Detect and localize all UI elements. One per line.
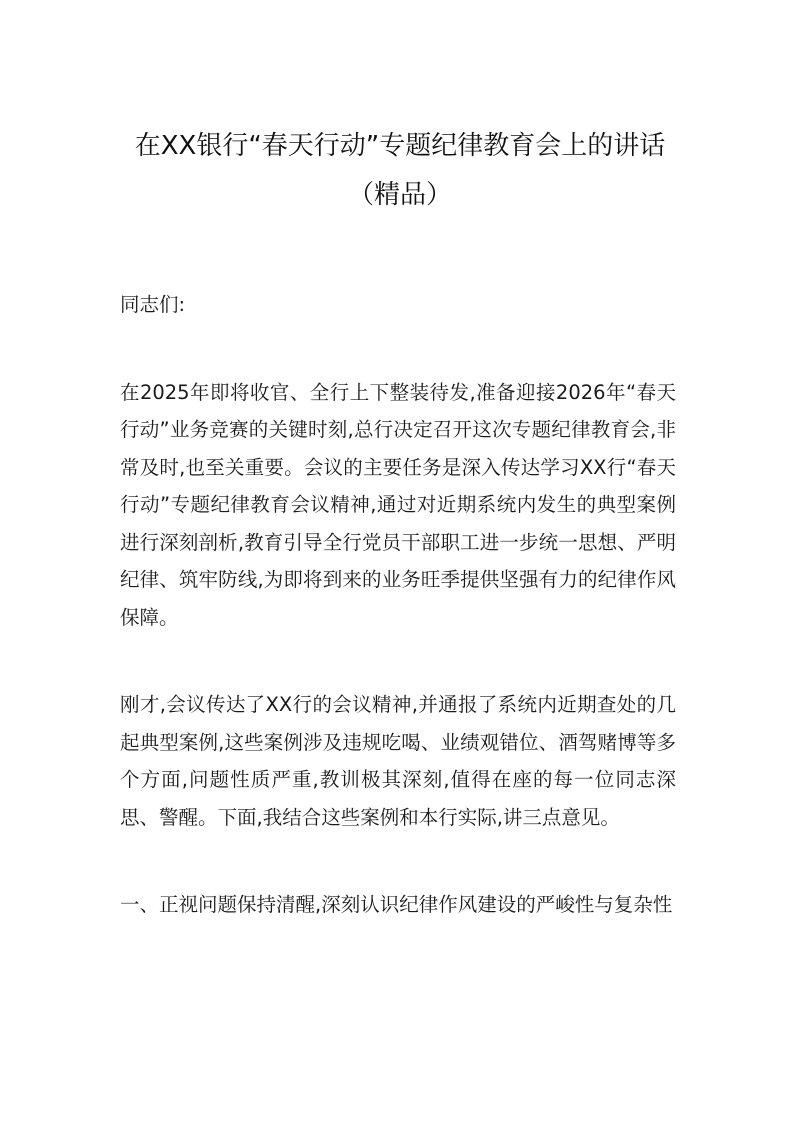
section-heading-1: 一、正视问题保持清醒,深刻认识纪律作风建设的严峻性与复杂性 [120, 893, 673, 916]
document-title: 在XX银行“春天行动”专题纪律教育会上的讲话（精品） [134, 131, 666, 210]
salutation: 同志们: [120, 293, 186, 316]
paragraph-intro: 在2025年即将收官、全行上下整装待发,准备迎接2026年“春天行动”业务竞赛的关键时刻,总行决定召开这次专题纪律教育会,非常及时,也至关重要。会议的主要任务是深入传达学习XX行“春天行动”专题纪律教育会议精神,通过对近期系统内发生的典型案例进行深刻剖析,教育引导全行党员干部职工进一步统一思想、严明纪律、筑牢防线,为即将到来的业务旺季提供坚强有力的纪律作风保障。 [120, 380, 676, 629]
document-body [120, 286, 676, 924]
paragraph-cases: 刚才,会议传达了XX行的会议精神,并通报了系统内近期查处的几起典型案例,这些案例涉及违规吃喝、业绩观错位、酒驾赌博等多个方面,问题性质严重,教训极其深刻,值得在座的每一位同志深思、警醒。下面,我结合这些案例和本行实际,讲三点意见。 [120, 693, 676, 829]
